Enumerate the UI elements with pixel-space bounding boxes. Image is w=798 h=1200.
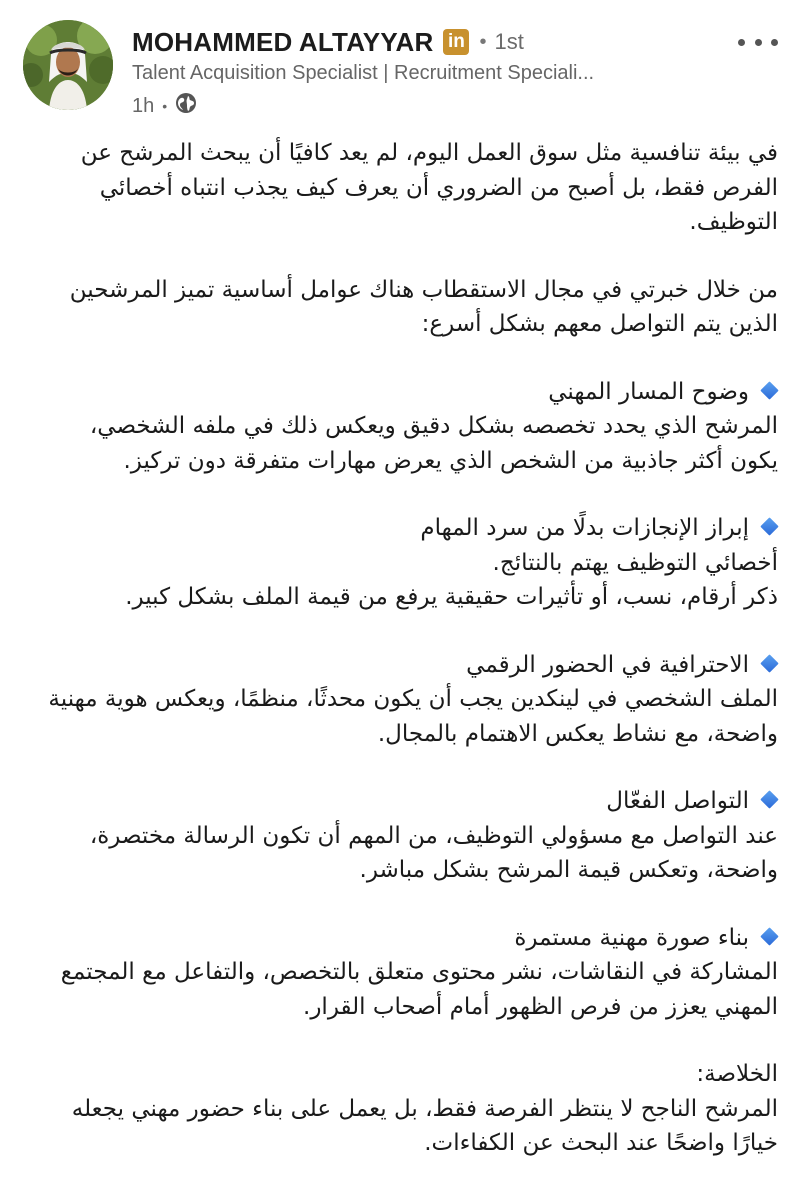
- section-heading: [40, 375, 778, 410]
- section-professional-image: [40, 921, 778, 1025]
- author-row: [132, 24, 524, 60]
- author-headline: Talent Acquisition Specialist | Recruitment Speciali...: [132, 62, 595, 84]
- more-horizontal-icon: [771, 39, 778, 46]
- section-title: إبراز الإنجازات بدلًا من سرد المهام: [420, 515, 749, 541]
- post-meta: [132, 93, 197, 119]
- blue-diamond-icon: [760, 517, 778, 535]
- more-options-button[interactable]: [738, 30, 778, 54]
- more-horizontal-icon: [755, 39, 762, 46]
- section-title: الاحترافية في الحضور الرقمي: [466, 651, 749, 678]
- summary-label: الخلاصة:: [696, 1061, 778, 1087]
- section-digital-presence: [40, 648, 778, 752]
- section-heading: [40, 784, 778, 819]
- linkedin-icon: in: [443, 29, 469, 55]
- post-time: 1h: [132, 94, 155, 117]
- more-horizontal-icon: [738, 39, 745, 46]
- section-title: بناء صورة مهنية مستمرة: [514, 924, 749, 951]
- author-name[interactable]: MOHAMMED ALTAYYAR: [132, 26, 434, 57]
- connection-degree: 1st: [494, 29, 524, 54]
- post-body: [40, 136, 778, 1161]
- separator-dot: •: [479, 30, 487, 53]
- section-text: ذكر أرقام، نسب، أو تأثيرات حقيقية يرفع من قيمة الملف بشكل كبير.: [125, 584, 778, 610]
- blue-diamond-icon: [760, 654, 778, 672]
- section-communication: [40, 784, 778, 888]
- section-summary: [40, 1057, 778, 1161]
- section-heading: [40, 511, 778, 546]
- globe-icon: [175, 92, 197, 120]
- section-text: أخصائي التوظيف يهتم بالنتائج.: [492, 549, 778, 576]
- blue-diamond-icon: [760, 790, 778, 808]
- profile-photo: [23, 20, 113, 110]
- section-text: المرشح الذي يحدد تخصصه بشكل دقيق ويعكس ذلك في ملفه الشخصي، يكون أكثر جاذبية من الشخص الذي يعرض مهارات متفرقة دون تركيز.: [89, 413, 778, 474]
- section-achievements: [40, 511, 778, 615]
- post-lead: من خلال خبرتي في مجال الاستقطاب هناك عوامل أساسية تميز المرشحين الذين يتم التواصل معهم بشكل أسرع:: [69, 276, 778, 337]
- section-career-clarity: [40, 375, 778, 479]
- section-heading: [40, 921, 778, 956]
- post-intro: في بيئة تنافسية مثل سوق العمل اليوم، لم يعد كافيًا أن يبحث المرشح عن الفرص فقط، بل أصبح من الضروري أن يعرف كيف يجذب انتباه أخصائي التوظيف.: [80, 140, 778, 235]
- blue-diamond-icon: [760, 927, 778, 945]
- section-text: المشاركة في النقاشات، نشر محتوى متعلق بالتخصص، والتفاعل مع المجتمع المهني يعزز من فرص الظهور أمام أصحاب القرار.: [60, 959, 778, 1020]
- section-title: التواصل الفعّال: [606, 788, 749, 814]
- blue-diamond-icon: [760, 381, 778, 399]
- post-header: [0, 0, 798, 125]
- section-title: وضوح المسار المهني: [548, 378, 749, 405]
- separator-dot: •: [162, 98, 168, 114]
- section-heading: [40, 648, 778, 683]
- section-text: عند التواصل مع مسؤولي التوظيف، من المهم أن تكون الرسالة مختصرة، واضحة، وتعكس قيمة المرشح بشكل مباشر.: [89, 822, 778, 883]
- section-text: الملف الشخصي في لينكدين يجب أن يكون محدثًا، منظمًا، ويعكس هوية مهنية واضحة، مع نشاط يعكس الاهتمام بالمجال.: [48, 686, 778, 747]
- avatar[interactable]: [23, 20, 113, 110]
- summary-text: المرشح الناجح لا ينتظر الفرصة فقط، بل يعمل على بناء حضور مهني يجعله خيارًا واضحًا عند البحث عن الكفاءات.: [71, 1095, 778, 1156]
